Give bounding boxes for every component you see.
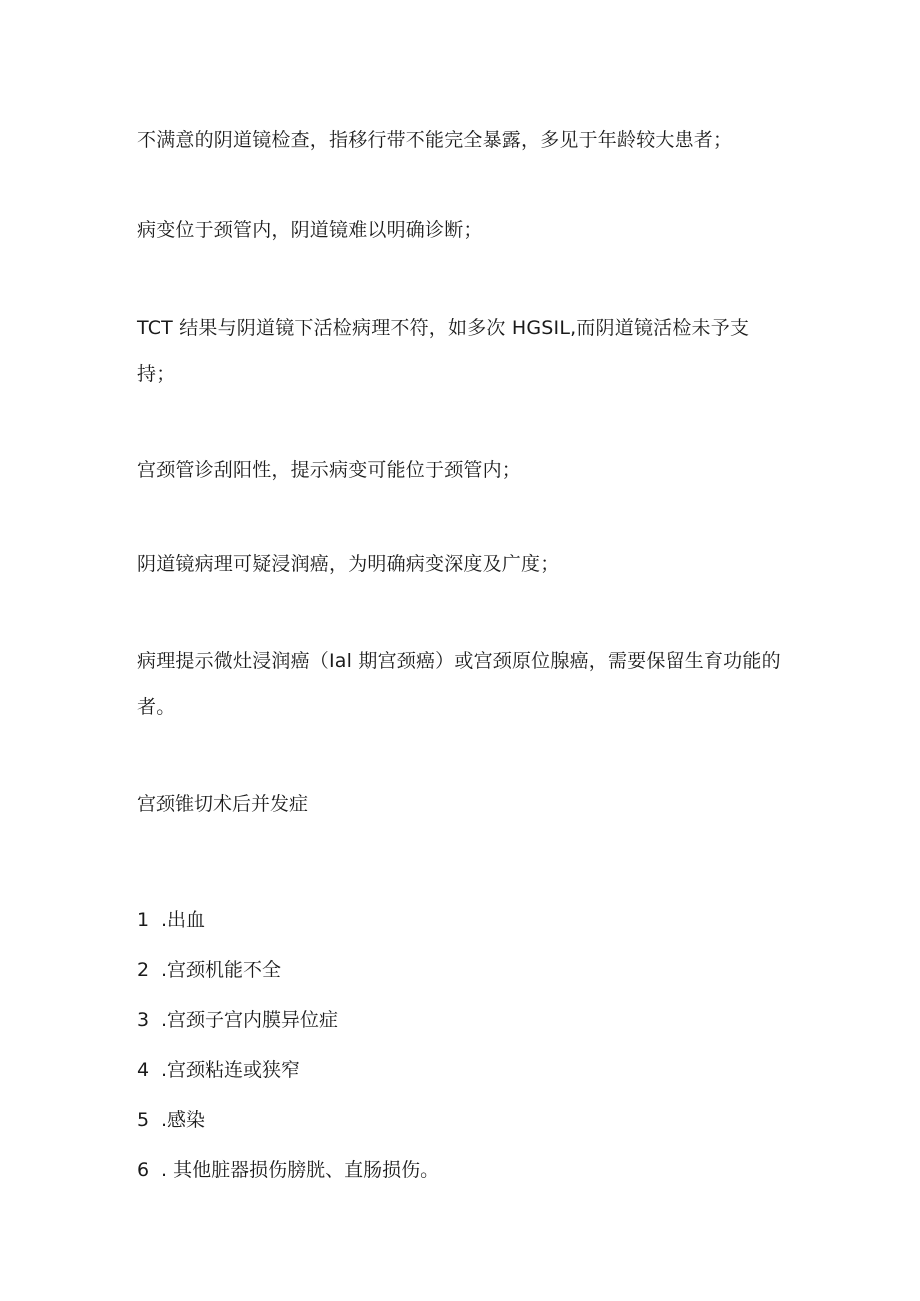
list-text: . 其他脏器损伤膀胱、直肠损伤。: [161, 1159, 440, 1181]
list-text: .宫颈机能不全: [161, 959, 282, 981]
section-heading-complications: 宫颈锥切术后并发症: [137, 793, 309, 815]
paragraph-unsatisfactory-colposcopy: 不满意的阴道镜检查，指移行带不能完全暴露，多见于年龄较大患者；: [137, 129, 733, 151]
list-item: [137, 995, 439, 1045]
list-number: 4: [137, 1059, 150, 1081]
list-text: .出血: [161, 909, 206, 931]
list-text: .感染: [161, 1109, 206, 1131]
list-item: [137, 895, 439, 945]
list-item: [137, 1095, 439, 1145]
list-item: [137, 1045, 439, 1095]
paragraph-lesion-in-canal: 病变位于颈管内，阴道镜难以明确诊断；: [137, 219, 483, 241]
list-item: [137, 945, 439, 995]
list-number: 1: [137, 909, 150, 931]
list-number: 3: [137, 1009, 150, 1031]
list-number: 6: [137, 1159, 150, 1181]
paragraph-ecc-positive: 宫颈管诊刮阳性，提示病变可能位于颈管内；: [137, 459, 522, 481]
paragraph-microinvasive-fertility: 病理提示微灶浸润癌（Ial 期宫颈癌）或宫颈原位腺癌，需要保留生育功能的者。: [137, 650, 781, 718]
list-number: 5: [137, 1109, 150, 1131]
list-text: .宫颈粘连或狭窄: [161, 1059, 301, 1081]
list-item: [137, 1145, 439, 1195]
list-text: .宫颈子宫内膜异位症: [161, 1009, 339, 1031]
complications-list: [137, 895, 439, 1195]
paragraph-suspected-invasive: 阴道镜病理可疑浸润癌，为明确病变深度及广度；: [137, 553, 560, 575]
list-number: 2: [137, 959, 150, 981]
paragraph-tct-mismatch: TCT 结果与阴道镜下活检病理不符，如多次 HGSIL,而阴道镜活检未予支持；: [137, 317, 750, 385]
